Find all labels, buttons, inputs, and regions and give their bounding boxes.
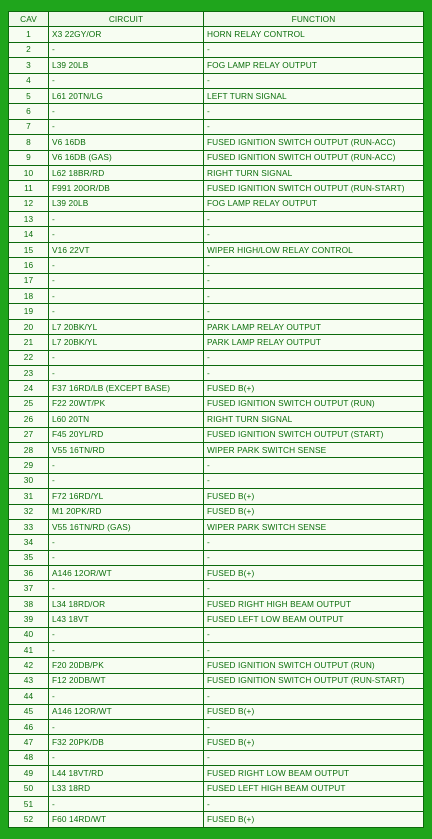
function-cell: - [204, 42, 424, 57]
table-row [9, 58, 424, 73]
circuit-cell: F45 20YL/RD [49, 427, 204, 442]
circuit-cell: F20 20DB/PK [49, 658, 204, 673]
circuit-cell: - [49, 104, 204, 119]
table-row [9, 242, 424, 257]
table-row [9, 335, 424, 350]
function-cell: WIPER PARK SWITCH SENSE [204, 519, 424, 534]
cav-cell: 36 [9, 566, 49, 581]
function-cell: - [204, 581, 424, 596]
cav-cell: 50 [9, 781, 49, 796]
circuit-cell: L39 20LB [49, 196, 204, 211]
cav-cell: 37 [9, 581, 49, 596]
table-row [9, 566, 424, 581]
table-row [9, 704, 424, 719]
function-cell: - [204, 796, 424, 811]
function-cell: RIGHT TURN SIGNAL [204, 165, 424, 180]
table-row [9, 612, 424, 627]
circuit-cell: A146 12OR/WT [49, 704, 204, 719]
table-row [9, 42, 424, 57]
function-cell: FUSED B(+) [204, 566, 424, 581]
circuit-cell: - [49, 258, 204, 273]
function-cell: - [204, 535, 424, 550]
function-cell: - [204, 689, 424, 704]
function-cell: FOG LAMP RELAY OUTPUT [204, 58, 424, 73]
function-cell: - [204, 350, 424, 365]
cav-cell: 20 [9, 319, 49, 334]
function-cell: FUSED IGNITION SWITCH OUTPUT (START) [204, 427, 424, 442]
circuit-cell: - [49, 581, 204, 596]
circuit-cell: A146 12OR/WT [49, 566, 204, 581]
cav-cell: 40 [9, 627, 49, 642]
cav-cell: 38 [9, 596, 49, 611]
cav-cell: 45 [9, 704, 49, 719]
table-row [9, 135, 424, 150]
circuit-cell: V55 16TN/RD [49, 442, 204, 457]
function-cell: FUSED RIGHT HIGH BEAM OUTPUT [204, 596, 424, 611]
table-row [9, 227, 424, 242]
circuit-cell: F22 20WT/PK [49, 396, 204, 411]
circuit-cell: F37 16RD/LB (EXCEPT BASE) [49, 381, 204, 396]
cav-cell: 10 [9, 165, 49, 180]
table-row [9, 150, 424, 165]
table-row [9, 766, 424, 781]
pinout-rows [9, 27, 424, 827]
circuit-cell: L62 18BR/RD [49, 165, 204, 180]
function-cell: - [204, 643, 424, 658]
circuit-cell: F60 14RD/WT [49, 812, 204, 827]
cav-cell: 11 [9, 181, 49, 196]
cav-cell: 30 [9, 473, 49, 488]
circuit-cell: - [49, 473, 204, 488]
function-cell: - [204, 212, 424, 227]
cav-cell: 24 [9, 381, 49, 396]
table-row [9, 304, 424, 319]
function-cell: HORN RELAY CONTROL [204, 27, 424, 42]
function-cell: WIPER HIGH/LOW RELAY CONTROL [204, 242, 424, 257]
cav-cell: 25 [9, 396, 49, 411]
table-row [9, 319, 424, 334]
table-row [9, 550, 424, 565]
circuit-cell: V16 22VT [49, 242, 204, 257]
cav-cell: 41 [9, 643, 49, 658]
cav-cell: 12 [9, 196, 49, 211]
function-cell: FUSED B(+) [204, 381, 424, 396]
circuit-cell: F72 16RD/YL [49, 489, 204, 504]
cav-cell: 15 [9, 242, 49, 257]
function-cell: - [204, 73, 424, 88]
function-cell: FUSED IGNITION SWITCH OUTPUT (RUN-ACC) [204, 135, 424, 150]
circuit-cell: - [49, 119, 204, 134]
function-cell: FUSED IGNITION SWITCH OUTPUT (RUN) [204, 658, 424, 673]
function-cell: FUSED IGNITION SWITCH OUTPUT (RUN) [204, 396, 424, 411]
circuit-cell: L39 20LB [49, 58, 204, 73]
circuit-cell: - [49, 796, 204, 811]
circuit-cell: - [49, 750, 204, 765]
circuit-cell: V6 16DB [49, 135, 204, 150]
function-cell: PARK LAMP RELAY OUTPUT [204, 335, 424, 350]
circuit-cell: - [49, 73, 204, 88]
cav-cell: 18 [9, 289, 49, 304]
cav-cell: 28 [9, 442, 49, 457]
table-row [9, 504, 424, 519]
cav-cell: 52 [9, 812, 49, 827]
circuit-cell: - [49, 365, 204, 380]
circuit-cell: - [49, 227, 204, 242]
cav-cell: 16 [9, 258, 49, 273]
table-row [9, 119, 424, 134]
table-row [9, 473, 424, 488]
circuit-cell: - [49, 535, 204, 550]
function-cell: FOG LAMP RELAY OUTPUT [204, 196, 424, 211]
cav-cell: 1 [9, 27, 49, 42]
function-cell: FUSED IGNITION SWITCH OUTPUT (RUN-START) [204, 673, 424, 688]
header-function: FUNCTION [204, 12, 424, 27]
cav-cell: 32 [9, 504, 49, 519]
function-cell: FUSED B(+) [204, 489, 424, 504]
circuit-cell: - [49, 627, 204, 642]
function-cell: - [204, 273, 424, 288]
function-cell: FUSED B(+) [204, 812, 424, 827]
circuit-cell: M1 20PK/RD [49, 504, 204, 519]
circuit-cell: L34 18RD/OR [49, 596, 204, 611]
cav-cell: 51 [9, 796, 49, 811]
circuit-cell: V6 16DB (GAS) [49, 150, 204, 165]
circuit-cell: - [49, 689, 204, 704]
table-row [9, 489, 424, 504]
table-row [9, 735, 424, 750]
circuit-cell: - [49, 550, 204, 565]
cav-cell: 44 [9, 689, 49, 704]
cav-cell: 7 [9, 119, 49, 134]
table-row [9, 350, 424, 365]
header-circuit: CIRCUIT [49, 12, 204, 27]
cav-cell: 21 [9, 335, 49, 350]
function-cell: RIGHT TURN SIGNAL [204, 412, 424, 427]
cav-cell: 8 [9, 135, 49, 150]
circuit-cell: - [49, 273, 204, 288]
pinout-table [8, 11, 424, 828]
cav-cell: 42 [9, 658, 49, 673]
cav-cell: 17 [9, 273, 49, 288]
function-cell: - [204, 627, 424, 642]
function-cell: FUSED B(+) [204, 735, 424, 750]
table-row [9, 258, 424, 273]
cav-cell: 4 [9, 73, 49, 88]
function-cell: FUSED B(+) [204, 704, 424, 719]
circuit-cell: F12 20DB/WT [49, 673, 204, 688]
cav-cell: 47 [9, 735, 49, 750]
table-row [9, 627, 424, 642]
function-cell: FUSED IGNITION SWITCH OUTPUT (RUN-ACC) [204, 150, 424, 165]
function-cell: FUSED LEFT HIGH BEAM OUTPUT [204, 781, 424, 796]
function-cell: LEFT TURN SIGNAL [204, 88, 424, 103]
table-row [9, 458, 424, 473]
circuit-cell: L33 18RD [49, 781, 204, 796]
cav-cell: 9 [9, 150, 49, 165]
cav-cell: 27 [9, 427, 49, 442]
cav-cell: 13 [9, 212, 49, 227]
circuit-cell: X3 22GY/OR [49, 27, 204, 42]
cav-cell: 23 [9, 365, 49, 380]
table-row [9, 673, 424, 688]
table-row [9, 535, 424, 550]
header-cav: CAV [9, 12, 49, 27]
circuit-cell: L7 20BK/YL [49, 319, 204, 334]
circuit-cell: - [49, 42, 204, 57]
circuit-cell: - [49, 719, 204, 734]
table-row [9, 750, 424, 765]
function-cell: FUSED IGNITION SWITCH OUTPUT (RUN-START) [204, 181, 424, 196]
cav-cell: 46 [9, 719, 49, 734]
table-row [9, 196, 424, 211]
circuit-cell: V55 16TN/RD (GAS) [49, 519, 204, 534]
circuit-cell: F991 20OR/DB [49, 181, 204, 196]
cav-cell: 39 [9, 612, 49, 627]
function-cell: FUSED B(+) [204, 504, 424, 519]
cav-cell: 34 [9, 535, 49, 550]
table-row [9, 689, 424, 704]
table-row [9, 27, 424, 42]
cav-cell: 6 [9, 104, 49, 119]
circuit-cell: L61 20TN/LG [49, 88, 204, 103]
cav-cell: 35 [9, 550, 49, 565]
table-row [9, 719, 424, 734]
function-cell: - [204, 458, 424, 473]
function-cell: - [204, 119, 424, 134]
function-cell: WIPER PARK SWITCH SENSE [204, 442, 424, 457]
function-cell: - [204, 719, 424, 734]
circuit-cell: L44 18VT/RD [49, 766, 204, 781]
function-cell: - [204, 104, 424, 119]
table-row [9, 88, 424, 103]
cav-cell: 19 [9, 304, 49, 319]
header-row [9, 12, 424, 27]
cav-cell: 2 [9, 42, 49, 57]
function-cell: - [204, 365, 424, 380]
table-row [9, 396, 424, 411]
circuit-cell: F32 20PK/DB [49, 735, 204, 750]
table-row [9, 412, 424, 427]
table-row [9, 796, 424, 811]
function-cell: - [204, 750, 424, 765]
table-row [9, 212, 424, 227]
table-row [9, 289, 424, 304]
circuit-cell: L60 20TN [49, 412, 204, 427]
circuit-cell: - [49, 289, 204, 304]
table-row [9, 519, 424, 534]
cav-cell: 43 [9, 673, 49, 688]
cav-cell: 31 [9, 489, 49, 504]
table-row [9, 581, 424, 596]
cav-cell: 33 [9, 519, 49, 534]
function-cell: PARK LAMP RELAY OUTPUT [204, 319, 424, 334]
table-row [9, 381, 424, 396]
function-cell: - [204, 304, 424, 319]
cav-cell: 26 [9, 412, 49, 427]
function-cell: FUSED RIGHT LOW BEAM OUTPUT [204, 766, 424, 781]
table-row [9, 427, 424, 442]
function-cell: - [204, 550, 424, 565]
table-row [9, 165, 424, 180]
circuit-cell: - [49, 458, 204, 473]
table-row [9, 365, 424, 380]
circuit-cell: - [49, 212, 204, 227]
circuit-cell: - [49, 643, 204, 658]
function-cell: FUSED LEFT LOW BEAM OUTPUT [204, 612, 424, 627]
cav-cell: 49 [9, 766, 49, 781]
cav-cell: 3 [9, 58, 49, 73]
function-cell: - [204, 227, 424, 242]
table-row [9, 812, 424, 827]
cav-cell: 5 [9, 88, 49, 103]
table-row [9, 273, 424, 288]
circuit-cell: - [49, 304, 204, 319]
function-cell: - [204, 473, 424, 488]
table-row [9, 643, 424, 658]
cav-cell: 29 [9, 458, 49, 473]
table-row [9, 596, 424, 611]
circuit-cell: L7 20BK/YL [49, 335, 204, 350]
function-cell: - [204, 289, 424, 304]
table-row [9, 781, 424, 796]
cav-cell: 14 [9, 227, 49, 242]
function-cell: - [204, 258, 424, 273]
table-row [9, 73, 424, 88]
cav-cell: 48 [9, 750, 49, 765]
circuit-cell: L43 18VT [49, 612, 204, 627]
cav-cell: 22 [9, 350, 49, 365]
table-row [9, 658, 424, 673]
table-row [9, 104, 424, 119]
circuit-cell: - [49, 350, 204, 365]
table-row [9, 442, 424, 457]
table-row [9, 181, 424, 196]
